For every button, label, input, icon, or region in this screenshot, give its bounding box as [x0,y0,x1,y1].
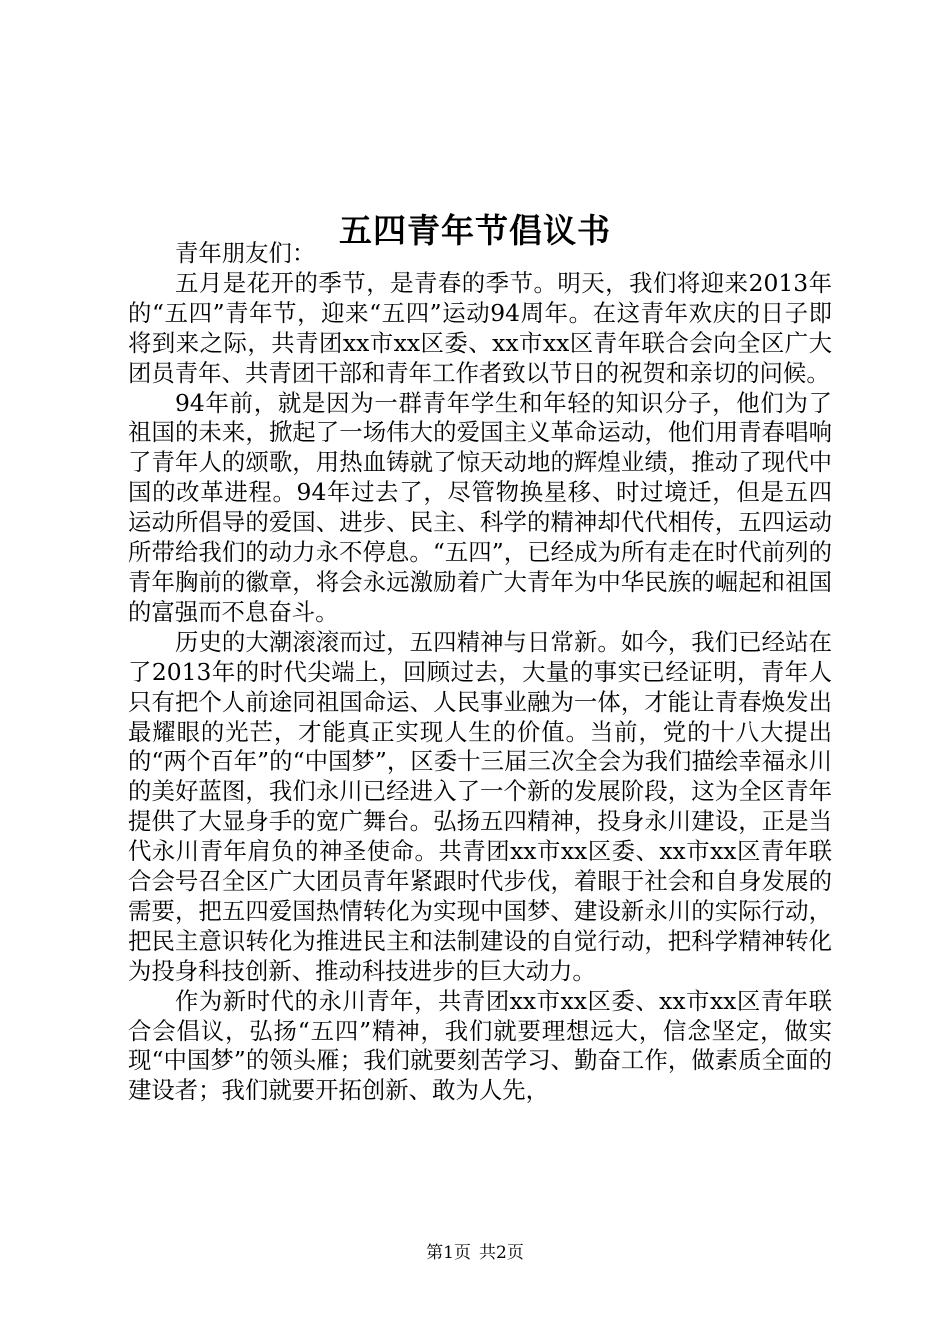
page-number: 第1页 [426,1243,471,1263]
page-total: 共2页 [479,1243,524,1263]
paragraph-4: 作为新时代的永川青年，共青团xx市xx区委、xx市xx区青年联合会倡议，弘扬“五四”精神，我们就要理想远大，信念坚定，做实现“中国梦”的领头雁；我们就要刻苦学习、勤奋工作，做素质全面的建设者；我们就要开拓创新、敢为人先， [128,986,832,1105]
page-footer [0,1241,950,1265]
paragraph-1: 五月是花开的季节，是青春的季节。明天，我们将迎来2013年的“五四”青年节，迎来“五四”运动94周年。在这青年欢庆的日子即将到来之际，共青团xx市xx区委、xx市xx区青年联合会向全区广大团员青年、共青团干部和青年工作者致以节日的祝贺和亲切的问候。 [128,268,832,387]
paragraph-3: 历史的大潮滚滚而过，五四精神与日常新。如今，我们已经站在了2013年的时代尖端上，回顾过去，大量的事实已经证明，青年人只有把个人前途同祖国命运、人民事业融为一体，才能让青春焕发出最耀眼的光芒，才能真正实现人生的价值。当前，党的十八大提出的“两个百年”的“中国梦”，区委十三届三次全会为我们描绘幸福永川的美好蓝图，我们永川已经进入了一个新的发展阶段，这为全区青年提供了大显身手的宽广舞台。弘扬五四精神，投身永川建设，正是当代永川青年肩负的神圣使命。共青团xx市xx区委、xx市xx区青年联合会号召全区广大团员青年紧跟时代步伐，着眼于社会和自身发展的需要，把五四爱国热情转化为实现中国梦、建设新永川的实际行动，把民主意识转化为推进民主和法制建设的自觉行动，把科学精神转化为投身科技创新、推动科技进步的巨大动力。 [128,627,832,985]
paragraph-2: 94年前，就是因为一群青年学生和年轻的知识分子，他们为了祖国的未来，掀起了一场伟大的爱国主义革命运动，他们用青春唱响了青年人的颂歌，用热血铸就了惊天动地的辉煌业绩，推动了现代中国的改革进程。94年过去了，尽管物换星移、时过境迁，但是五四运动所倡导的爱国、进步、民主、科学的精神却代代相传，五四运动所带给我们的动力永不停息。“五四”，已经成为所有走在时代前列的青年胸前的徽章，将会永远激励着广大青年为中华民族的崛起和祖国的富强而不息奋斗。 [128,388,832,626]
document-title: 五四青年节倡议书 [339,211,611,251]
greeting: 青年朋友们： [175,239,316,267]
document-body [128,239,832,1106]
